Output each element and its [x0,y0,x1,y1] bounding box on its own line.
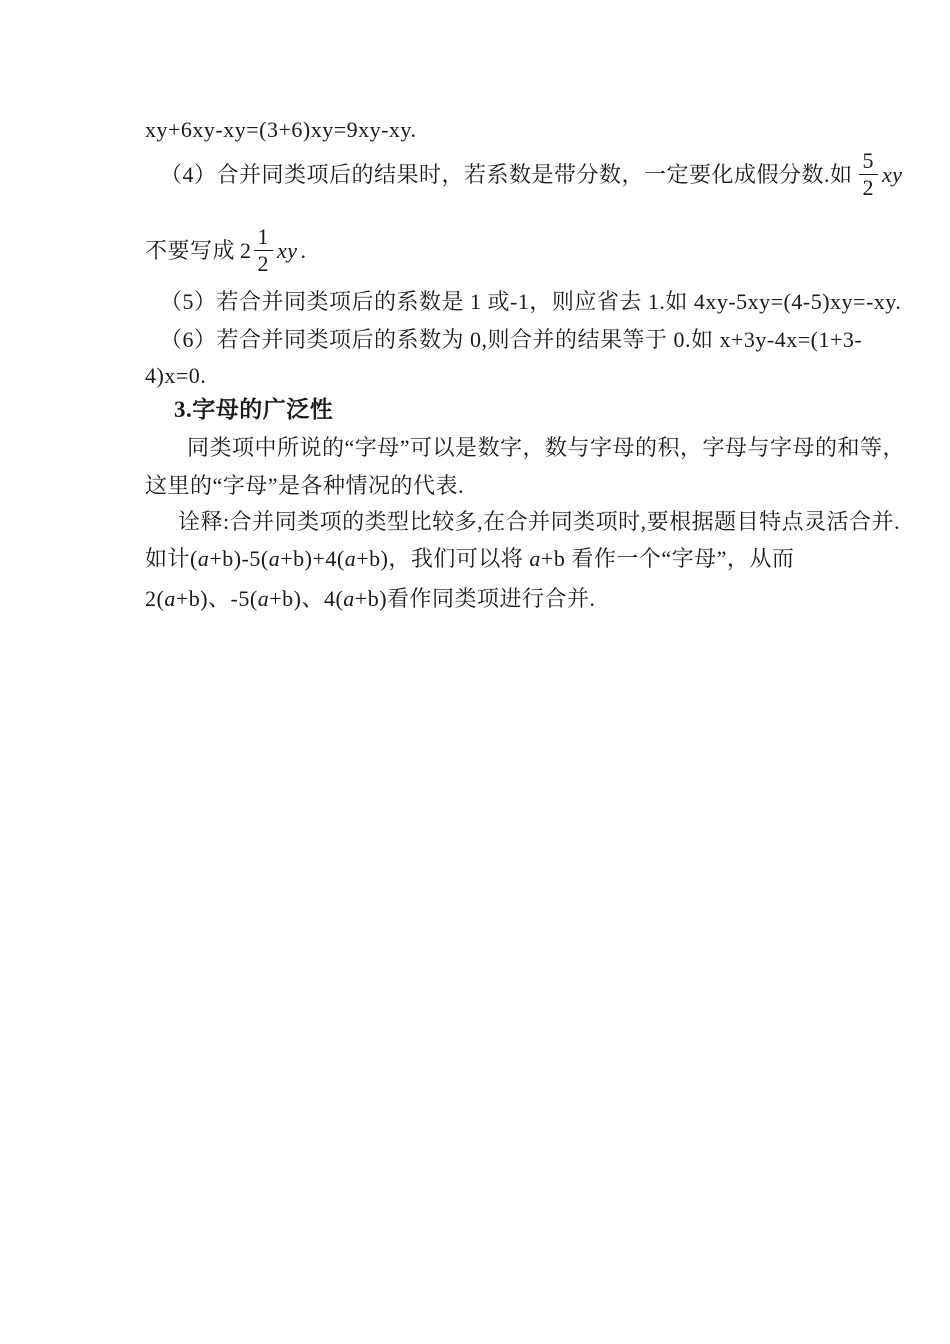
fraction-one-half [254,226,274,275]
example-paragraph-line1: 如计(a+b)-5(a+b)+4(a+b)，我们可以将 a+b 看作一个“字母”，从而 [145,546,795,571]
fraction-denominator: 2 [254,250,274,275]
equation-continuation-line: xy+6xy-xy=(3+6)xy=9xy-xy. [145,117,417,142]
section-heading: 3.字母的广泛性 [174,397,334,422]
item-6-paragraph-line1: （6）若合并同类项后的系数为 0,则合并的结果等于 0.如 x+3y-4x=(1+3- [160,327,863,352]
fraction-numerator: 1 [257,224,270,249]
letter-paragraph-line1: 同类项中所说的“字母”可以是数字，数与字母的积，字母与字母的和等， [187,435,906,460]
item-4-text: （4）合并同类项后的结果时，若系数是带分数，一定要化成假分数.如 [160,161,853,187]
item-4-paragraph [160,150,903,199]
item-4-cont-text: 不要写成 [145,237,236,263]
item-4-cont-math-term: xy [277,237,298,263]
fraction-five-halves [859,150,879,199]
item-4-math-term: xy [882,161,903,187]
note-paragraph: 诠释:合并同类项的类型比较多,在合并同类项时,要根据题目特点灵活合并. [178,509,901,534]
fraction-numerator: 5 [862,148,875,173]
period: . [300,237,307,263]
item-4-continuation [145,226,307,275]
item-6-paragraph-line2: 4)x=0. [145,363,207,388]
fraction-denominator: 2 [859,174,879,199]
item-5-paragraph: （5）若合并同类项后的系数是 1 或-1，则应省去 1.如 4xy-5xy=(4-5)xy=-xy. [160,289,902,314]
example-paragraph-line2: 2(a+b)、-5(a+b)、4(a+b)看作同类项进行合并. [145,586,596,611]
letter-paragraph-line2: 这里的“字母”是各种情况的代表. [145,473,465,498]
mixed-number-whole: 2 [240,237,252,263]
